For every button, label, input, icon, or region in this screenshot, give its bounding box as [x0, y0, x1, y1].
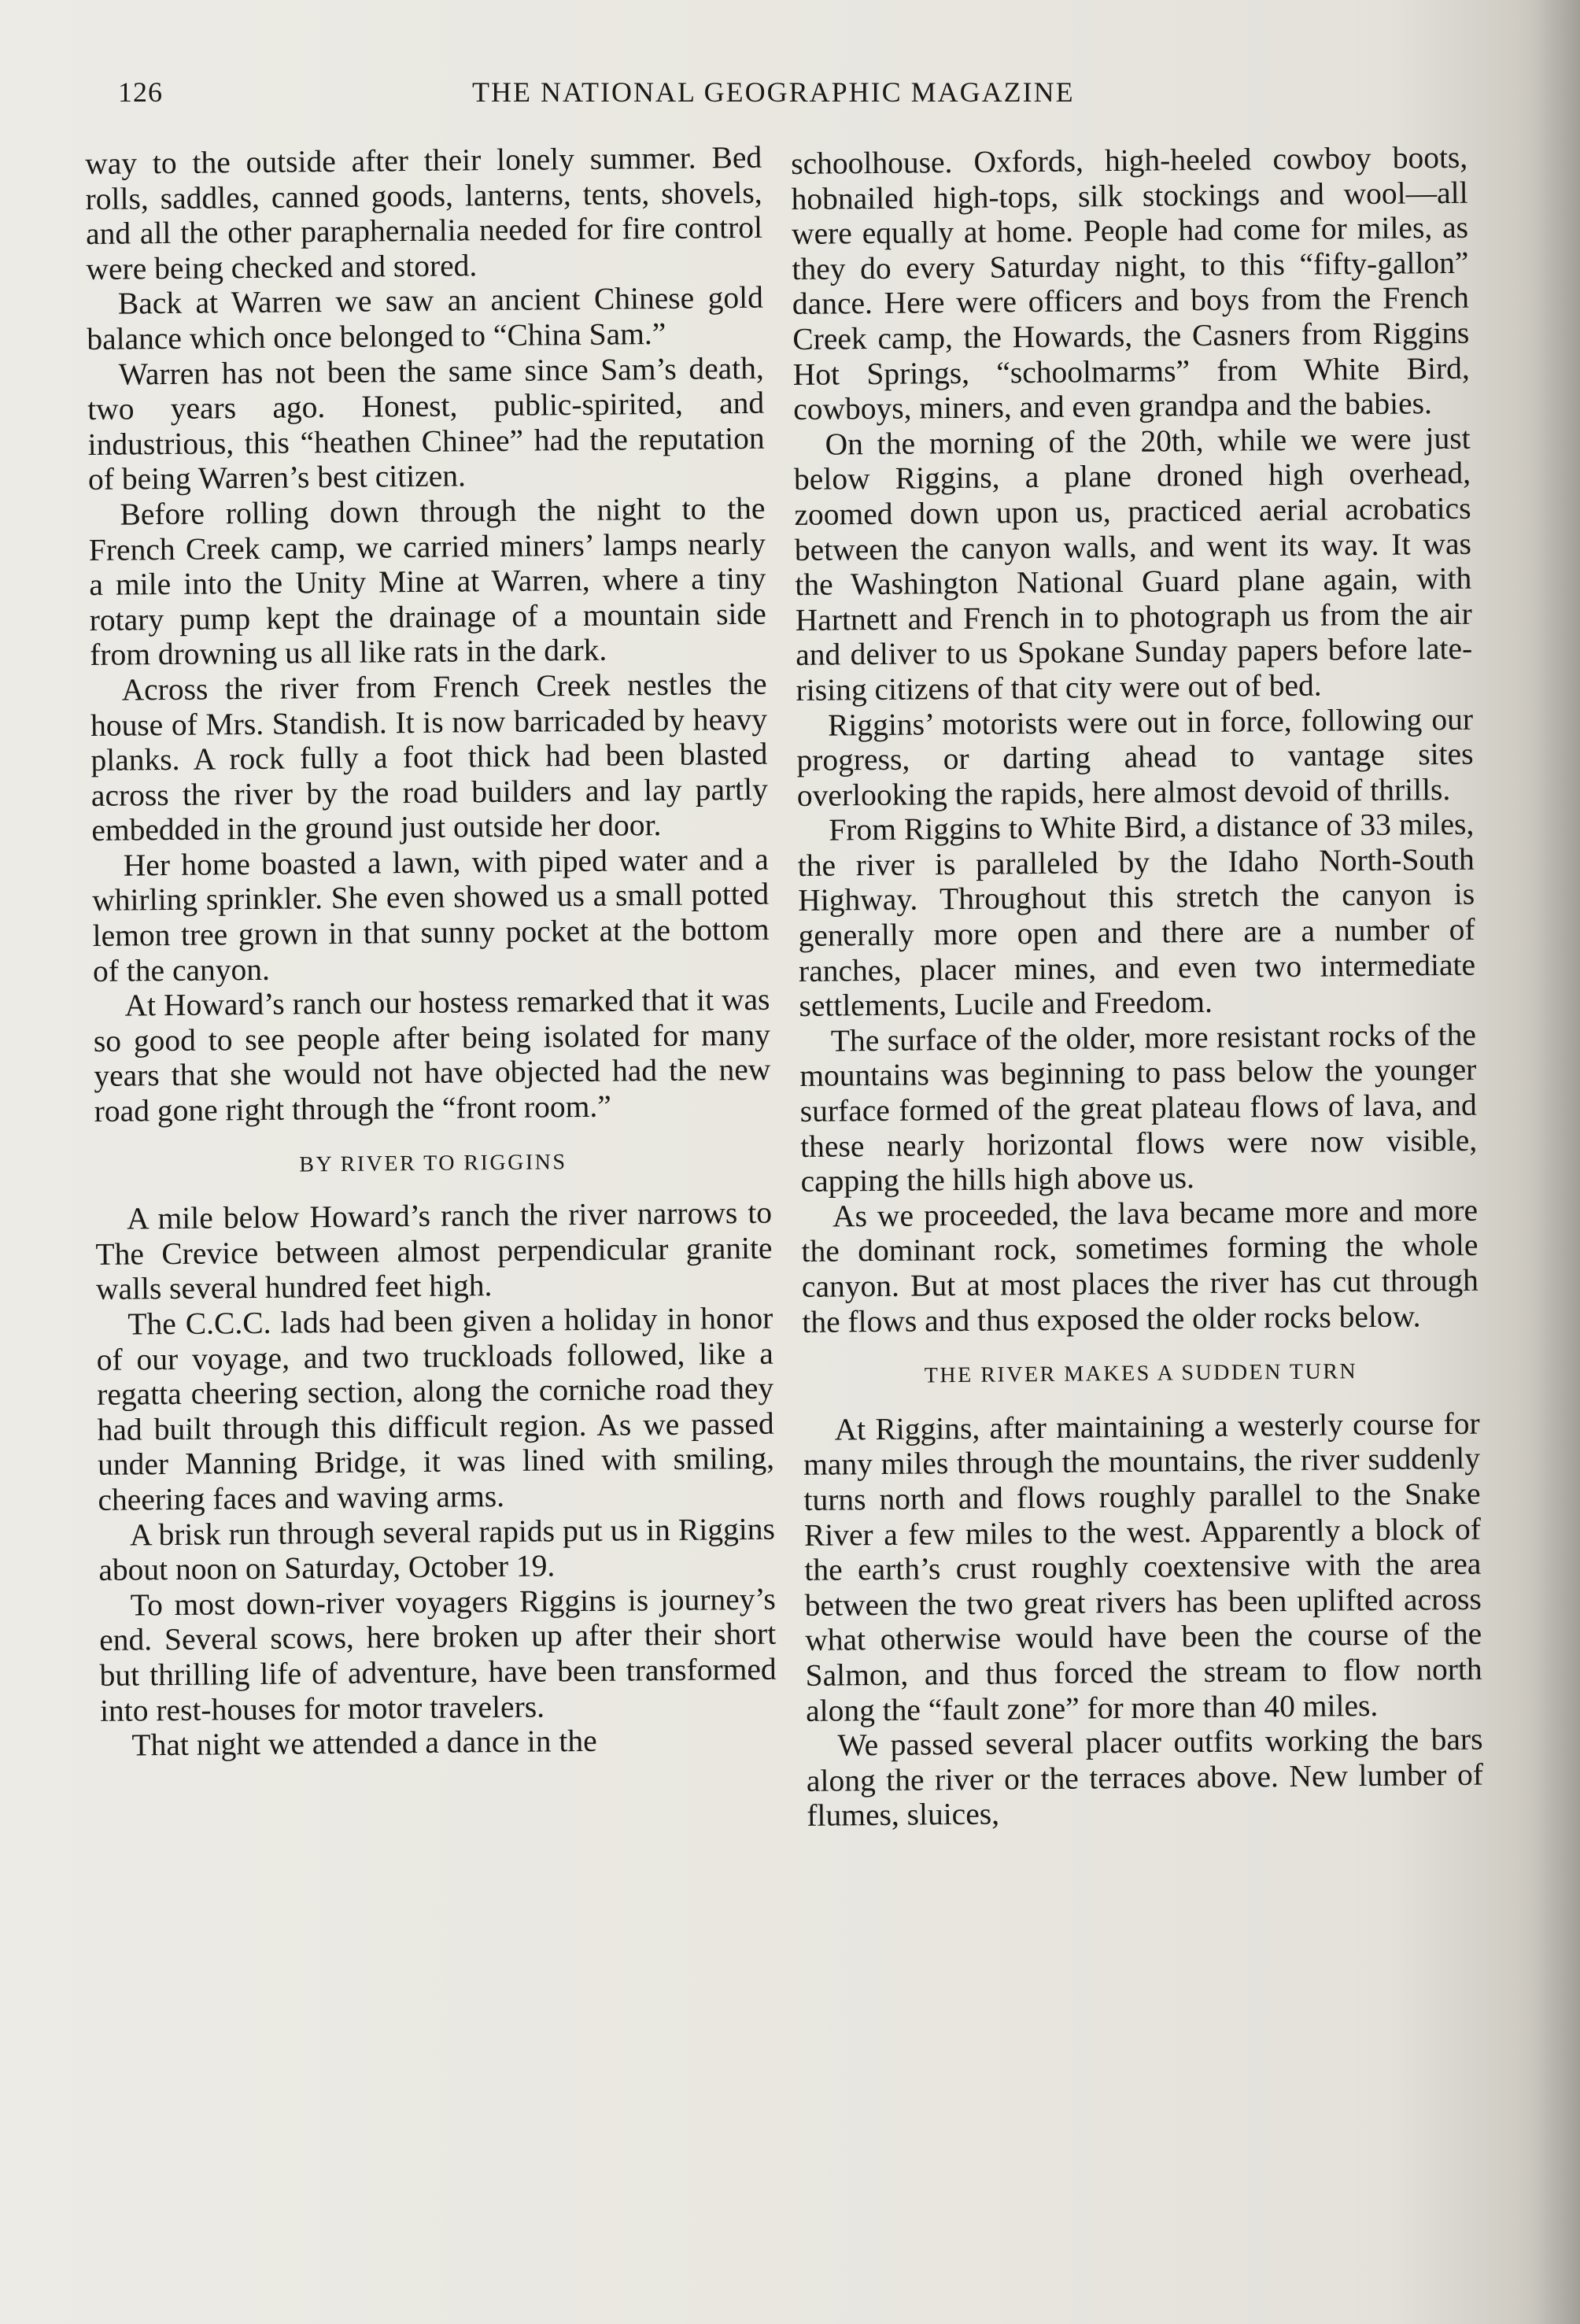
magazine-title: THE NATIONAL GEOGRAPHIC MAGAZINE	[472, 76, 1075, 108]
paragraph: At Howard’s ranch our hostess remarked that it was so good to see people after being isolated for many years that she would not have objected had the new road gone right through the “front room.”	[93, 981, 771, 1129]
paragraph: At Riggins, after maintaining a westerly course for many miles through the mountains, the river suddenly turns north and flows roughly parallel to the Snake River a few miles to the west. Apparently a block of the earth’s crust roughly coextensive with the area between the two great rivers has been uplifted across what otherwise would have been the course of the Salmon, and thus forced the stream to flow north along the “fault zone” for more than 40 miles.	[803, 1406, 1482, 1728]
paragraph: way to the outside after their lonely summer. Bed rolls, saddles, canned goods, lanterns, tents, shovels, and all the other paraphernalia needed for fire control were being checked and stored.	[85, 139, 763, 286]
paragraph: A mile below Howard’s ranch the river narrows to The Crevice between almost perpendicular granite walls several hundred feet high.	[95, 1195, 773, 1307]
paragraph: That night we attended a dance in the	[131, 1723, 597, 1763]
left-column	[85, 140, 777, 1764]
page-number: 126	[118, 76, 163, 108]
paragraph: The C.C.C. lads had been given a holiday in honor of our voyage, and two truckloads followed, like a regatta cheering section, along the corniche road they had built through this difficult region. As we passed under Manning Bridge, it was lined with smiling, cheering faces and waving arms.	[96, 1300, 775, 1517]
page-edge-shadow	[1533, 0, 1580, 2324]
paragraph: On the morning of the 20th, while we were just below Riggins, a plane droned high overhead, zoomed down upon us, practiced aerial acrobatics between the canyon walls, and went its way. It was the Washington National Guard plane again, with Hartnett and French in to photograph us from the air and deliver to us Spokane Sunday papers before late-rising citizens of that city were out of bed.	[793, 420, 1473, 708]
paragraph: Back at Warren we saw an ancient Chinese gold balance which once belonged to “China Sam.”	[87, 280, 764, 357]
paragraph: To most down-river voyagers Riggins is journey’s end. Several scows, here broken up after their short but thrilling life of adventure, have been transformed into rest-houses for motor travelers.	[99, 1581, 777, 1728]
paragraph: Across the river from French Creek nestles the house of Mrs. Standish. It is now barricaded by heavy planks. A rock fully a foot thick had been blasted across the river by the road builders and lay partly embedded in the ground just outside her door.	[90, 666, 769, 848]
paragraph: As we proceeded, the lava became more and more the dominant rock, sometimes forming the whole canyon. But at most places the river has cut through the flows and thus exposed the older rocks below.	[801, 1192, 1479, 1339]
paragraph: Riggins’ motorists were out in force, following our progress, or darting ahead to vantage sites overlooking the rapids, here almost devoid of thrills.	[796, 701, 1474, 813]
paragraph: A brisk run through several rapids put us in Riggins about noon on Saturday, October 19.	[98, 1511, 776, 1588]
paragraph: schoolhouse. Oxfords, high-heeled cowboy boots, hobnailed high-tops, silk stockings and wool—all were equally at home. People had come for miles, as they do every Saturday night, to this “fifty-gallon” dance. Here were officers and boys from the French Creek camp, the Howards, the Casners from Riggins Hot Springs, “schoolmarms” from White Bird, cowboys, miners, and even grandpa and the babies.	[791, 139, 1470, 427]
paragraph: We passed several placer outfits working the bars along the river or the terraces above. New lumber of flumes, sluices,	[806, 1721, 1484, 1834]
paragraph: Warren has not been the same since Sam’s death, two years ago. Honest, public-spirited, and industrious, this “heathen Chinee” had the reputation of being Warren’s best citizen.	[87, 350, 765, 497]
right-column	[791, 140, 1484, 1834]
paragraph: Before rolling down through the night to the French Creek camp, we carried miners’ lamps nearly a mile into the Unity Mine at Warren, where a tiny rotary pump kept the drainage of a mountain side from drowning us all like rats in the dark.	[88, 490, 766, 673]
running-head	[118, 76, 1125, 115]
paragraph: From Riggins to White Bird, a distance of 33 miles, the river is paralleled by the Idaho North-South Highway. Throughout this stretch the canyon is generally more open and there are a number of ranches, placer mines, and even two intermediate settlements, Lucile and Freedom.	[797, 806, 1476, 1024]
section-heading: BY RIVER TO RIGGINS	[299, 1149, 567, 1177]
paragraph: The surface of the older, more resistant rocks of the mountains was beginning to pass below the younger surface formed of the great plateau flows of lava, and these nearly horizontal flows were now visible, capping the hills high above us.	[799, 1017, 1478, 1199]
paragraph: Her home boasted a lawn, with piped water and a whirling sprinkler. She even showed us a small potted lemon tree grown in that sunny pocket at the bottom of the canyon.	[91, 841, 770, 988]
section-heading: THE RIVER MAKES A SUDDEN TURN	[924, 1359, 1358, 1388]
